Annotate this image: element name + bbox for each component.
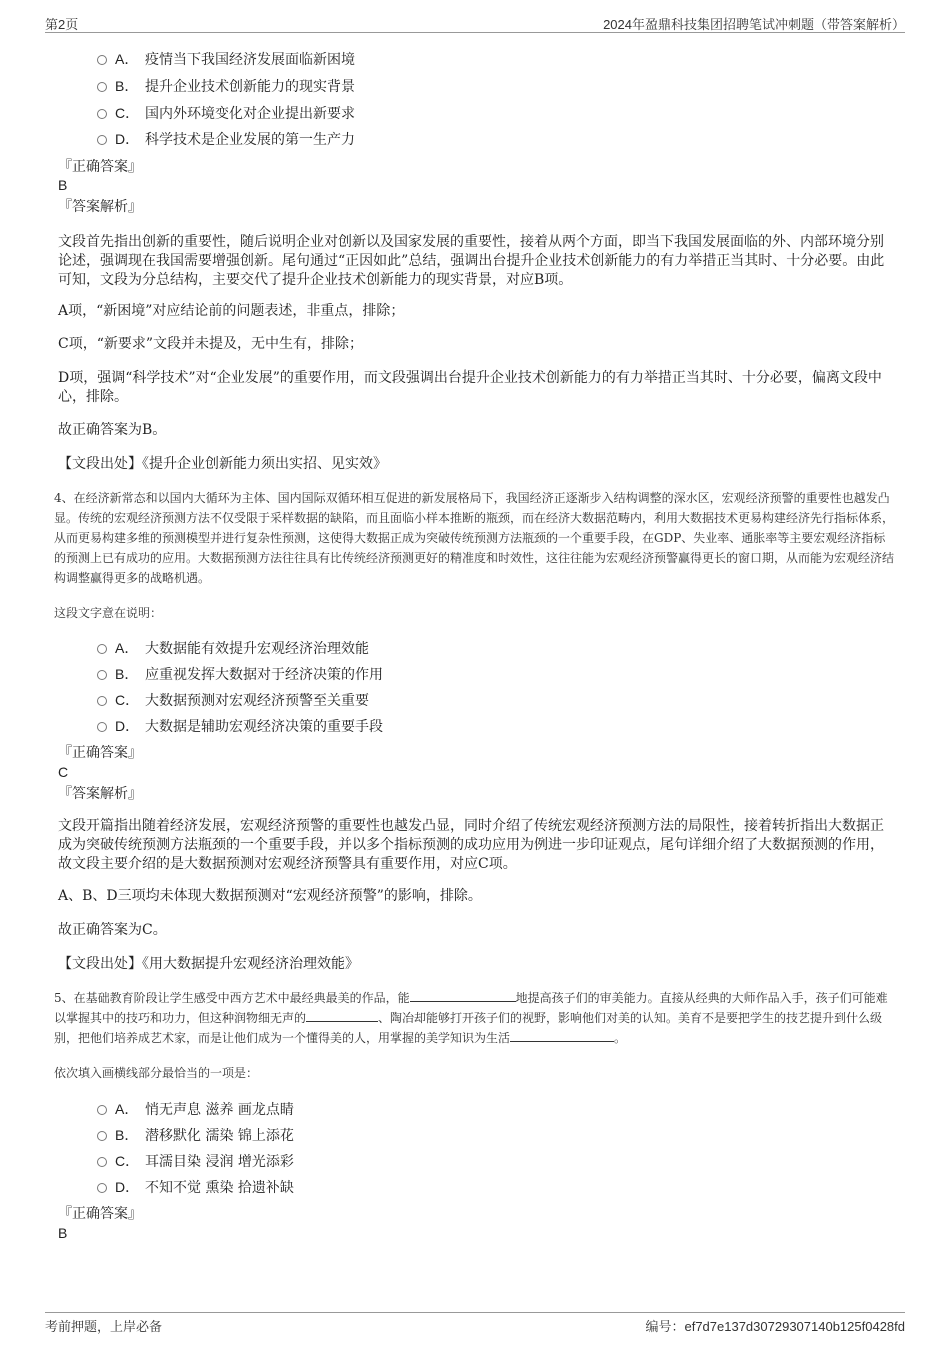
q4-analysis-para-3: 故正确答案为C。 xyxy=(58,922,167,938)
q4-source: 【文段出处】《用大数据提升宏观经济治理效能》 xyxy=(58,956,359,972)
q5-prompt: 依次填入画横线部分最恰当的一项是： xyxy=(54,1066,259,1080)
page-header xyxy=(45,14,905,33)
radio-icon[interactable] xyxy=(97,55,107,65)
q4-analysis-para-2: A、B、D三项均未体现大数据预测对“宏观经济预警”的影响，排除。 xyxy=(58,888,482,904)
radio-icon[interactable] xyxy=(97,82,107,92)
q4-analysis-label: 『答案解析』 xyxy=(58,786,142,802)
document-id: 编号：ef7d7e137d30729307140b125f0428fd xyxy=(645,1319,905,1334)
q4-option-d[interactable]: D． 大数据是辅助宏观经济决策的重要手段 xyxy=(97,717,383,736)
q3-analysis-label: 『答案解析』 xyxy=(58,199,142,215)
fill-blank-2 xyxy=(306,1009,378,1022)
q3-analysis-para-4: D项，强调“科学技术”对“企业发展”的重要作用，而文段强调出台提升企业技术创新能力的有力举措正当其时、十分必要，偏离文段中心，排除。 xyxy=(58,370,882,405)
q5-option-b[interactable]: B． 潜移默化 濡染 锦上添花 xyxy=(97,1126,294,1145)
footer-slogan: 考前押题，上岸必备 xyxy=(45,1319,163,1334)
q5-correct-label: 『正确答案』 xyxy=(58,1206,142,1222)
radio-icon[interactable] xyxy=(97,1157,107,1167)
radio-icon[interactable] xyxy=(97,135,107,145)
q5-option-a[interactable]: A． 悄无声息 滋养 画龙点睛 xyxy=(97,1100,294,1119)
q4-correct-label: 『正确答案』 xyxy=(58,745,142,761)
q5-question: 5、在基础教育阶段让学生感受中西方艺术中最经典最美的作品，能 地提高孩子们的审美能力。直接从经典的大师作品入手，孩子们可能难以掌握其中的技巧和功力，但这种润物细无声的 、陶冶却能够打开孩子们的视野，影响他们对美的认知。美育不是要把学生的技艺提升到什么级别，把他们培养成艺术家，而是让他们成为一个懂得美的人，用掌握的美学知识为生活 。 xyxy=(54,991,888,1045)
q3-correct-label: 『正确答案』 xyxy=(58,159,142,175)
radio-icon[interactable] xyxy=(97,1131,107,1141)
fill-blank-1 xyxy=(410,989,516,1002)
q3-option-d[interactable]: D． 科学技术是企业发展的第一生产力 xyxy=(97,130,355,149)
radio-icon[interactable] xyxy=(97,696,107,706)
q4-analysis-para-1: 文段开篇指出随着经济发展，宏观经济预警的重要性也越发凸显，同时介绍了传统宏观经济预测方法的局限性，接着转折指出大数据正成为突破传统预测方法瓶颈的一个重要手段，并以多个指标预测的成功应用为例进一步印证观点，尾句详细介绍了大数据预测的作用，故文段主要介绍的是大数据预测对宏观经济预警具有重要作用，对应C项。 xyxy=(58,818,884,872)
fill-blank-3 xyxy=(510,1029,614,1042)
page-number: 第2页 xyxy=(45,17,79,32)
q3-analysis-para-2: A项，“新困境”对应结论前的问题表述，非重点，排除； xyxy=(58,303,405,319)
q3-option-c[interactable]: C． 国内外环境变化对企业提出新要求 xyxy=(97,104,355,123)
radio-icon[interactable] xyxy=(97,109,107,119)
q3-option-a[interactable]: A． 疫情当下我国经济发展面临新困境 xyxy=(97,50,355,69)
q4-answer: C xyxy=(58,764,69,780)
q4-prompt: 这段文字意在说明： xyxy=(54,606,163,620)
q4-option-a[interactable]: A． 大数据能有效提升宏观经济治理效能 xyxy=(97,639,369,658)
radio-icon[interactable] xyxy=(97,1183,107,1193)
q3-answer: B xyxy=(58,177,68,193)
q4-option-c[interactable]: C． 大数据预测对宏观经济预警至关重要 xyxy=(97,691,369,710)
document-title: 2024年盈鼎科技集团招聘笔试冲刺题（带答案解析） xyxy=(603,17,905,32)
q4-option-b[interactable]: B． 应重视发挥大数据对于经济决策的作用 xyxy=(97,665,383,684)
q3-source: 【文段出处】《提升企业创新能力须出实招、见实效》 xyxy=(58,456,387,472)
radio-icon[interactable] xyxy=(97,1105,107,1115)
q3-analysis-para-1: 文段首先指出创新的重要性，随后说明企业对创新以及国家发展的重要性，接着从两个方面，即当下我国发展面临的外、内部环境分别论述，强调现在我国需要增强创新。尾句通过“正因如此”总结，强调出台提升企业技术创新能力的有力举措正当其时、十分必要。由此可知，文段为分总结构，主要交代了提升企业技术创新能力的现实背景，对应B项。 xyxy=(58,234,885,288)
q3-analysis-para-3: C项，“新要求”文段并未提及，无中生有，排除； xyxy=(58,336,364,352)
page-footer xyxy=(45,1312,905,1333)
radio-icon[interactable] xyxy=(97,644,107,654)
radio-icon[interactable] xyxy=(97,722,107,732)
radio-icon[interactable] xyxy=(97,670,107,680)
q3-analysis-para-5: 故正确答案为B。 xyxy=(58,422,167,438)
q3-option-b[interactable]: B． 提升企业技术创新能力的现实背景 xyxy=(97,77,355,96)
q5-option-d[interactable]: D． 不知不觉 熏染 拾遗补缺 xyxy=(97,1178,294,1197)
q4-question: 4、在经济新常态和以国内大循环为主体、国内国际双循环相互促进的新发展格局下，我国经济正逐渐步入结构调整的深水区，宏观经济预警的重要性也越发凸显。传统的宏观经济预测方法不仅受限于采样数据的缺陷，而且面临小样本推断的瓶颈，而在经济大数据范畴内，利用大数据技术更易构建经济先行指标体系，从而更易构建多维的预测模型并进行复杂性预测，这使得大数据正成为突破传统预测方法瓶颈的一个重要手段，在GDP、失业率、通胀率等主要宏观经济指标的预测上已有成功的应用。大数据预测方法往往具有比传统经济预测更好的精准度和时效性，这往往能为宏观经济预警赢得更长的窗口期，从而能为宏观经济结构调整赢得更多的战略机遇。 xyxy=(54,491,895,585)
q5-answer: B xyxy=(58,1225,68,1241)
q5-option-c[interactable]: C． 耳濡目染 浸润 增光添彩 xyxy=(97,1152,294,1171)
